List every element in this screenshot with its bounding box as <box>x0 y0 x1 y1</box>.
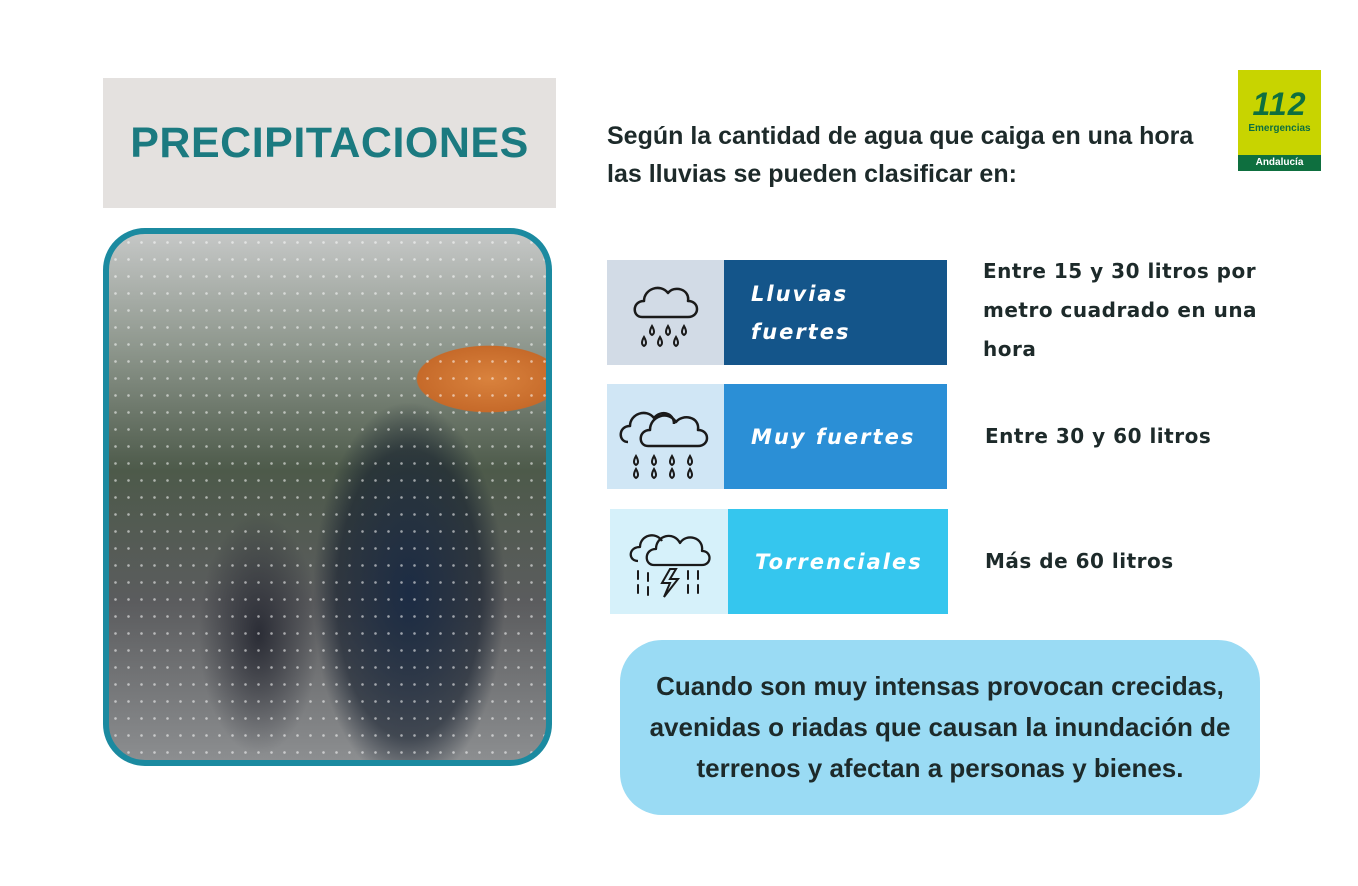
category-label-torrenciales: Torrenciales <box>728 509 948 614</box>
category-desc-muy-fuertes: Entre 30 y 60 litros <box>985 424 1212 448</box>
rain-overlay <box>109 234 546 760</box>
logo-subtitle: Emergencias <box>1248 123 1311 134</box>
emergencias-112-logo <box>1238 70 1321 171</box>
logo-number: 112 <box>1252 86 1307 122</box>
row-2-icon-box <box>607 384 724 489</box>
category-desc-lluvias-fuertes: Entre 15 y 30 litros por metro cuadrado en una hora <box>983 259 1258 361</box>
intro-part-1: Según la cantidad de agua que caiga en una hora las <box>607 122 1194 188</box>
row-1-icon-box <box>607 260 724 365</box>
rain-photo <box>103 228 552 766</box>
cloud-storm-icon <box>624 517 714 607</box>
title-box <box>103 78 556 208</box>
intro-part-2: se pueden clasificar en: <box>726 160 1017 188</box>
row-3-icon-box <box>610 509 728 614</box>
cloud-heavy-rain-icon <box>614 392 718 482</box>
page-title: PRECIPITACIONES <box>130 118 529 167</box>
logo-region: Andalucía <box>1238 155 1321 171</box>
intro-bold-word: lluvias <box>648 160 727 188</box>
category-desc-torrenciales: Más de 60 litros <box>985 549 1174 573</box>
cloud-rain-icon <box>624 271 708 355</box>
intro-text <box>607 117 1207 193</box>
category-label-muy-fuertes: Muy fuertes <box>724 384 947 489</box>
info-note: Cuando son muy intensas provocan crecidas, avenidas o riadas que causan la inundación de terrenos y afectan a personas y bienes. <box>620 640 1260 815</box>
category-label-lluvias-fuertes: Lluvias fuertes <box>724 260 947 365</box>
